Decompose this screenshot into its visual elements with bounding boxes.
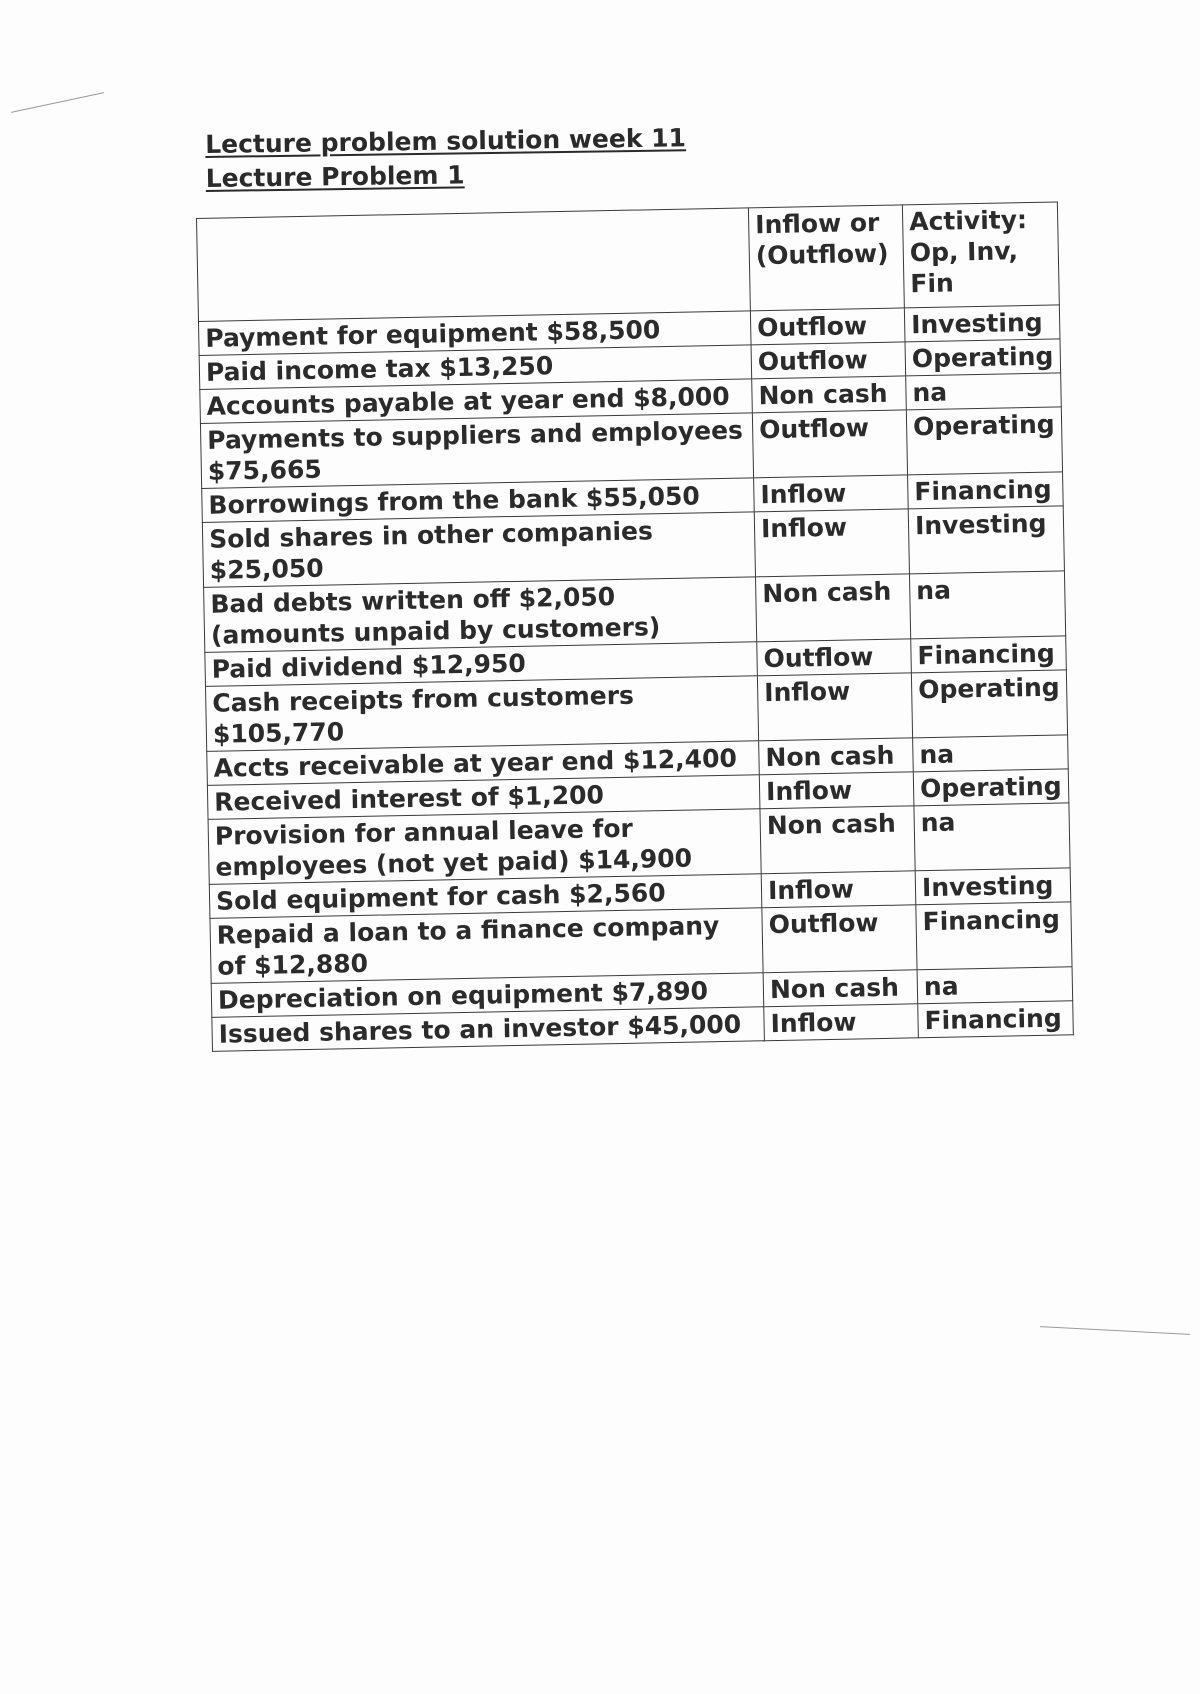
item-cell: Bad debts written off $2,050 (amounts unpaid by customers) <box>204 577 757 653</box>
document-headings <box>205 121 687 196</box>
flow-cell: Outflow <box>752 410 907 478</box>
item-cell: Issued shares to an investor $45,000 <box>212 1007 765 1052</box>
item-cell: Sold equipment for cash $2,560 <box>209 874 762 919</box>
scan-mark <box>11 92 104 113</box>
activity-cell: Investing <box>915 868 1071 905</box>
item-cell: Cash receipts from customers $105,770 <box>205 676 758 752</box>
table-header-row <box>197 202 1060 322</box>
flow-cell: Outflow <box>751 342 906 379</box>
item-cell: Sold shares in other companies $25,050 <box>202 512 755 588</box>
activity-cell: Investing <box>908 506 1064 574</box>
activity-cell: na <box>909 571 1065 639</box>
flow-cell: Inflow <box>761 871 916 908</box>
flow-cell: Inflow <box>754 475 909 512</box>
activity-cell: Operating <box>905 339 1061 376</box>
flow-cell: Inflow <box>754 509 909 577</box>
activity-cell: Financing <box>908 472 1064 509</box>
item-cell: Payment for equipment $58,500 <box>198 311 751 356</box>
flow-cell: Inflow <box>759 772 914 809</box>
activity-cell: Operating <box>913 769 1069 806</box>
item-cell: Payments to suppliers and employees $75,665 <box>200 413 753 489</box>
item-cell: Paid income tax $13,250 <box>199 345 752 390</box>
flow-cell: Inflow <box>764 1004 919 1041</box>
flow-cell: Non cash <box>752 376 907 413</box>
header-activity: Activity: Op, Inv, Fin <box>902 202 1059 308</box>
item-cell: Provision for annual leave for employees (not yet paid) $14,900 <box>208 809 761 885</box>
activity-cell: na <box>906 373 1062 410</box>
item-cell: Borrowings from the bank $55,050 <box>202 478 755 523</box>
flow-cell: Non cash <box>759 738 914 775</box>
activity-cell: Financing <box>916 902 1072 970</box>
cash-flow-classification-table <box>196 201 1074 1051</box>
activity-cell: na <box>914 803 1070 871</box>
flow-cell: Outflow <box>757 639 912 676</box>
activity-cell: Investing <box>904 305 1060 342</box>
flow-cell: Inflow <box>757 673 912 741</box>
cash-flow-classification-table-wrap <box>196 201 1074 1051</box>
activity-cell: Operating <box>906 407 1062 475</box>
item-cell: Accts receivable at year end $12,400 <box>207 741 760 786</box>
activity-cell: Financing <box>911 636 1067 673</box>
header-item <box>197 208 751 322</box>
activity-cell: na <box>917 967 1073 1004</box>
problem-title: Lecture Problem 1 <box>205 160 465 193</box>
item-cell: Received interest of $1,200 <box>207 775 760 820</box>
flow-cell: Non cash <box>756 574 911 642</box>
flow-cell: Non cash <box>763 970 918 1007</box>
activity-cell: na <box>913 735 1069 772</box>
page-title: Lecture problem solution week 11 <box>205 123 687 159</box>
flow-cell: Outflow <box>762 905 917 973</box>
flow-cell: Non cash <box>760 806 915 874</box>
item-cell: Depreciation on equipment $7,890 <box>211 973 764 1018</box>
scan-mark <box>1040 1326 1190 1335</box>
flow-cell: Outflow <box>750 308 905 345</box>
activity-cell: Financing <box>918 1001 1074 1038</box>
activity-cell: Operating <box>911 670 1067 738</box>
header-flow: Inflow or (Outflow) <box>748 205 904 311</box>
item-cell: Repaid a loan to a finance company of $12,880 <box>210 908 763 984</box>
item-cell: Accounts payable at year end $8,000 <box>200 379 753 424</box>
item-cell: Paid dividend $12,950 <box>205 642 758 687</box>
